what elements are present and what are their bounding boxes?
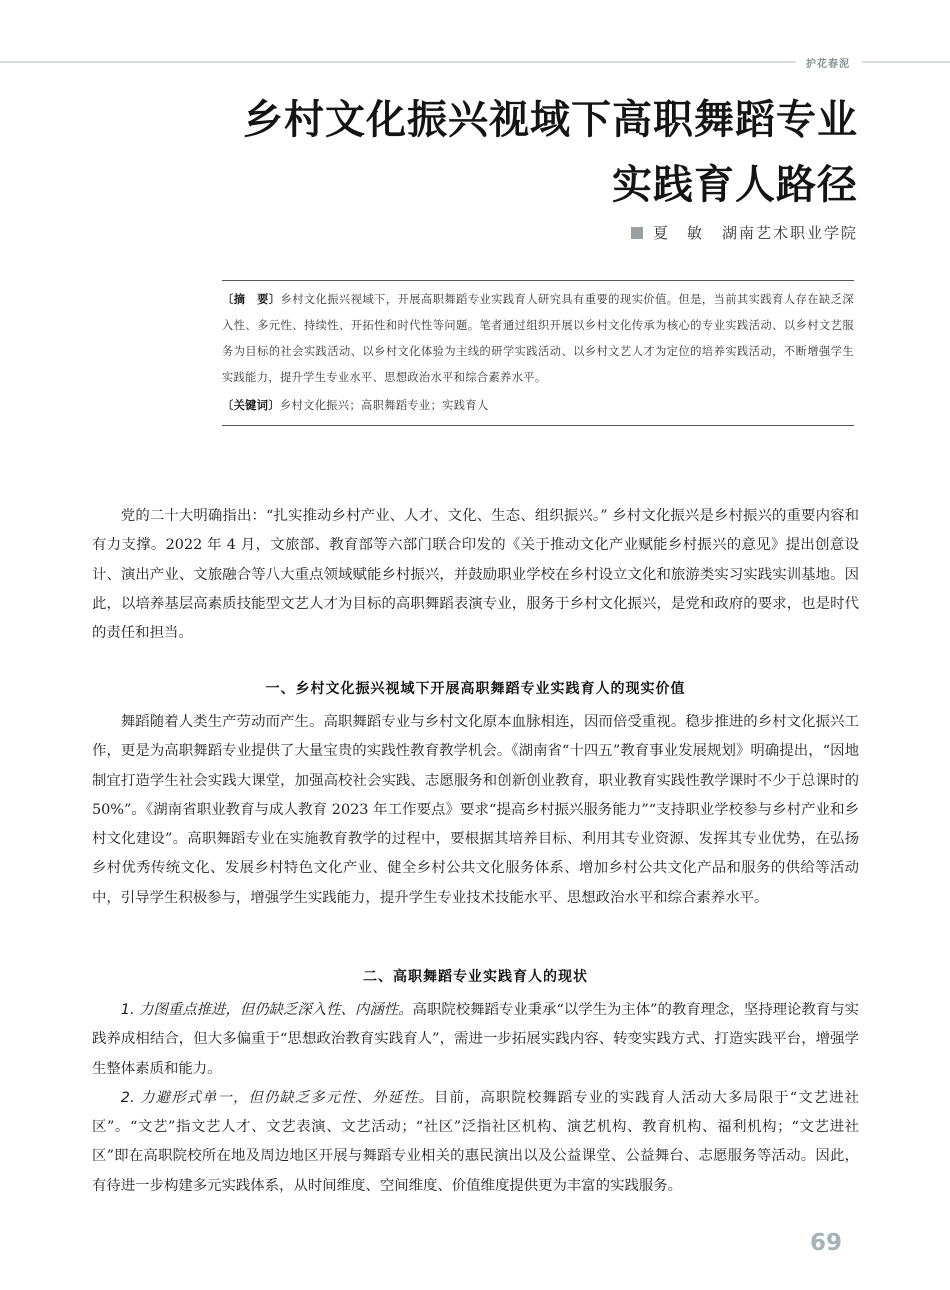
article-title-line-1: 乡村文化振兴视域下高职舞蹈专业 [243,97,858,143]
keywords-label: 〔关键词〕 [222,399,280,412]
section-heading-2: 二、高职舞蹈专业实践育人的现状 [363,969,588,985]
author-line [631,222,858,243]
abstract-text: 乡村文化振兴视域下，开展高职舞蹈专业实践育人研究具有重要的现实价值。但是，当前其实践育人存在缺乏深入性、多元性、持续性、开拓性和时代性等问题。笔者通过组织开展以乡村文化传承为核心的专业实践活动、以乡村文艺服务为目标的社会实践活动、以乡村文化体验为主线的研学实践活动、以乡村文艺人才为定位的培养实践活动，不断增强学生实践能力，提升学生专业水平、思想政治水平和综合素养水平。 [222,293,854,384]
keywords [222,393,854,419]
abstract-box [222,280,854,426]
square-bullet-icon [631,227,643,239]
intro-paragraph-block [92,502,859,648]
section1-block [92,708,859,913]
point-2-lead: 2. 力避形式单一，但仍缺乏多元性、外延性。 [120,1089,435,1106]
header-rule-right [862,61,950,63]
point-1-text: 高职院校舞蹈专业秉承“以学生为主体”的教育理念，坚持理论教育与实践养成相结合，但大多偏重于“思想政治教育实践育人”，需进一步拓展实践内容、转变实践方式、打造实践平台，增强学生整体素质和能力。 [92,1002,860,1077]
author-affiliation: 湖南艺术职业学院 [721,224,858,242]
author-name: 夏 敏 [652,224,704,242]
section1-paragraph: 舞蹈随着人类生产劳动而产生。高职舞蹈专业与乡村文化原本血脉相连，因而倍受重视。稳步推进的乡村文化振兴工作，更是为高职舞蹈专业提供了大量宝贵的实践性教育教学机会。《湖南省“十四五”教育事业发展规划》明确提出，“因地制宜打造学生社会实践大课堂，加强高校社会实践、志愿服务和创新创业教育，职业教育实践性教学课时不少于总课时的 50%”。《湖南省职业教育与成人教育 2023 年工作要点》要求“提高乡村振兴服务能力”“支持职业学校参与乡村产业和乡村文化建设”。高职舞蹈专业在实施教育教学的过程中，要根据其培养目标、利用其专业资源、发挥其专业优势，在弘扬乡村优秀传统文化、发展乡村特色文化产业、健全乡村公共文化服务体系、增加乡村公共文化产品和服务的供给等活动中，引导学生积极参与，增强学生实践能力，提升学生专业技术技能水平、思想政治水平和综合素养水平。 [92,714,859,906]
section2-point-1 [92,996,859,1084]
section2-point-2 [92,1084,859,1201]
header-rule-left [0,61,796,63]
point-2-text: 目前，高职院校舞蹈专业的实践育人活动大多局限于“文艺进社区”。“文艺”指文艺人才、文艺表演、文艺活动；“社区”泛指社区机构、演艺机构、教育机构、福利机构；“文艺进社区”即在高职院校所在地及周边地区开展与舞蹈专业相关的惠民演出以及公益课堂、公益舞台、志愿服务等活动。因此，有待进一步构建多元实践体系，从时间维度、空间维度、价值维度提供更为丰富的实践服务。 [92,1089,859,1194]
section-heading-1: 一、乡村文化振兴视域下开展高职舞蹈专业实践育人的现实价值 [265,681,686,697]
keywords-text: 乡村文化振兴；高职舞蹈专业；实践育人 [279,399,489,412]
article-title-line-2: 实践育人路径 [612,162,858,208]
abstract-label: 〔摘 要〕 [222,293,281,306]
intro-paragraph: 党的二十大明确指出：“扎实推动乡村产业、人才、文化、生态、组织振兴。” 乡村文化振兴是乡村振兴的重要内容和有力支撑。2022 年 4 月，文旅部、教育部等六部门联合印发的《关于推动文化产业赋能乡村振兴的意见》提出创意设计、演出产业、文旅融合等八大重点领域赋能乡村振兴，并鼓励职业学校在乡村设立文化和旅游类实习实践实训基地。因此，以培养基层高素质技能型文艺人才为目标的高职舞蹈表演专业，服务于乡村文化振兴，是党和政府的要求，也是时代的责任和担当。 [92,508,859,642]
column-label: 护花春泥 [806,59,850,70]
section2-block [92,996,859,1201]
page-number: 69 [810,1230,843,1256]
abstract [222,287,854,391]
point-1-lead: 1. 力图重点推进，但仍缺乏深入性、内涵性。 [120,1002,413,1018]
